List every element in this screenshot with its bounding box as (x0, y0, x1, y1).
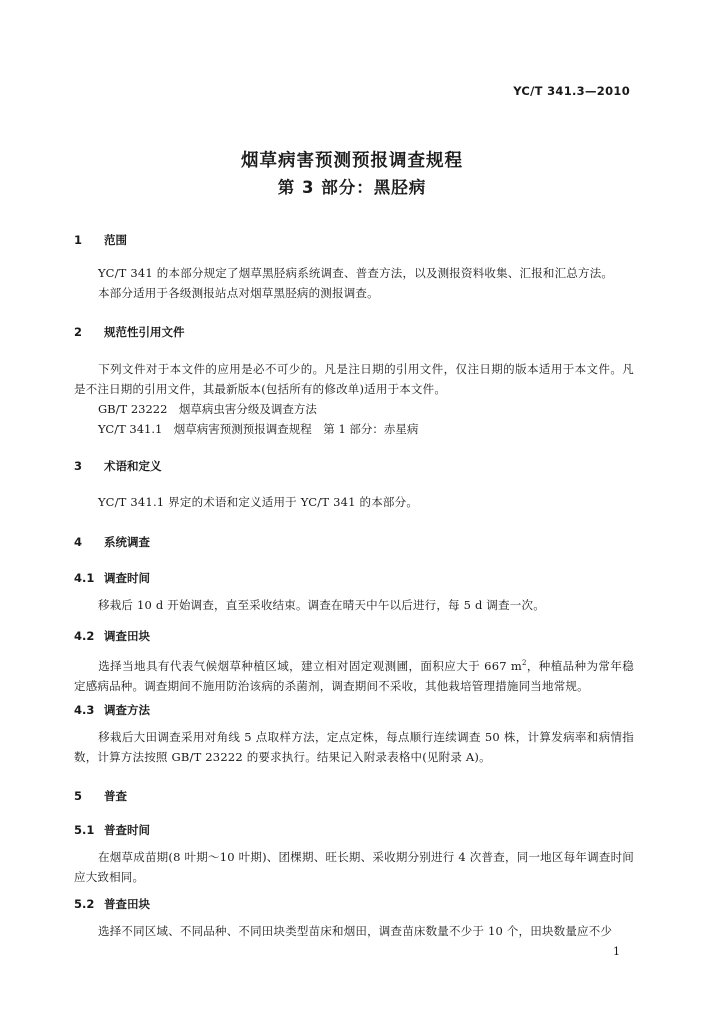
section-title: 调查田块 (104, 629, 150, 643)
section-number: 4.1 (74, 571, 95, 585)
section-heading-3 (74, 458, 162, 474)
section-number: 1 (74, 233, 83, 247)
section-number: 4.2 (74, 629, 95, 643)
paragraph (74, 263, 634, 303)
paragraph-text: 选择不同区域、不同品种、不同田块类型苗床和烟田，调查苗床数量不少于 10 个，田块数量应不少 (98, 924, 613, 938)
section-number: 4 (74, 535, 83, 549)
subsection-heading-4-3 (74, 702, 150, 718)
paragraph-text: 移栽后 10 d 开始调查，直至采收结束。调查在晴天中午以后进行，每 5 d 调查一次。 (98, 598, 545, 612)
paragraph-text: YC/T 341.1 界定的术语和定义适用于 YC/T 341 的本部分。 (98, 495, 419, 509)
section-number: 4.3 (74, 703, 95, 717)
paragraph-text: 在烟草成苗期(8 叶期～10 叶期)、团棵期、旺长期、采收期分别进行 4 次普查，同一地区每年调查时间应大致相同。 (74, 850, 634, 884)
standard-code: YC/T 341.3—2010 (513, 84, 630, 98)
paragraph (74, 727, 634, 767)
paragraph-text: 移栽后大田调查采用对角线 5 点取样方法，定点定株，每点顺行连续调查 50 株，计算发病率和病情指数，计算方法按照 GB/T 23222 的要求执行。结果记入附录表格中(见附录 A)。 (74, 730, 634, 764)
section-title: 术语和定义 (104, 459, 162, 473)
section-number: 2 (74, 325, 83, 339)
section-number: 5.1 (74, 823, 95, 837)
section-number: 5.2 (74, 897, 95, 911)
section-title: 规范性引用文件 (104, 325, 185, 339)
section-title: 系统调查 (104, 535, 150, 549)
paragraph-text: ，种植品种为常年稳定感病品种。调查期间不施用防治该病的杀菌剂，调查期间不采收，其他栽培管理措施同当地常规。 (74, 658, 634, 693)
subsection-heading-4-1 (74, 570, 150, 586)
paragraph (74, 847, 634, 887)
section-heading-5 (74, 788, 127, 804)
paragraph (74, 359, 634, 399)
normative-reference: GB/T 23222 烟草病虫害分级及调查方法 (98, 402, 317, 416)
paragraph (74, 653, 634, 696)
section-title: 范围 (104, 233, 127, 247)
section-heading-1 (74, 232, 127, 248)
paragraph-text: 下列文件对于本文件的应用是必不可少的。凡是注日期的引用文件，仅注日期的版本适用于本文件。凡是不注日期的引用文件，其最新版本(包括所有的修改单)适用于本文件。 (74, 362, 634, 396)
section-title: 普查田块 (104, 897, 150, 911)
paragraph-text: YC/T 341 的本部分规定了烟草黑胫病系统调查、普查方法，以及测报资料收集、汇报和汇总方法。 (98, 266, 614, 280)
document-title: 烟草病害预测预报调查规程 (241, 151, 463, 171)
normative-reference: YC/T 341.1 烟草病害预测预报调查规程 第 1 部分：赤星病 (98, 422, 419, 436)
section-heading-2 (74, 324, 185, 340)
document-subtitle: 第 3 部分：黑胫病 (277, 178, 427, 197)
subsection-heading-5-2 (74, 896, 150, 912)
paragraph-text: 本部分适用于各级测报站点对烟草黑胫病的测报调查。 (98, 286, 379, 300)
paragraph (74, 595, 634, 615)
subsection-heading-4-2 (74, 628, 150, 644)
subsection-heading-5-1 (74, 822, 150, 838)
page-number: 1 (613, 945, 620, 958)
section-heading-4 (74, 534, 150, 550)
paragraph (74, 921, 634, 941)
section-title: 调查方法 (104, 703, 150, 717)
section-title: 普查时间 (104, 823, 150, 837)
section-number: 5 (74, 789, 83, 803)
superscript: 2 (521, 659, 527, 667)
paragraph-text: 选择当地具有代表气候烟草种植区域，建立相对固定观测圃，面积应大于 667 m (98, 658, 522, 673)
section-title: 普查 (104, 789, 127, 803)
paragraph (74, 492, 634, 512)
section-title: 调查时间 (104, 571, 150, 585)
section-number: 3 (74, 459, 83, 473)
